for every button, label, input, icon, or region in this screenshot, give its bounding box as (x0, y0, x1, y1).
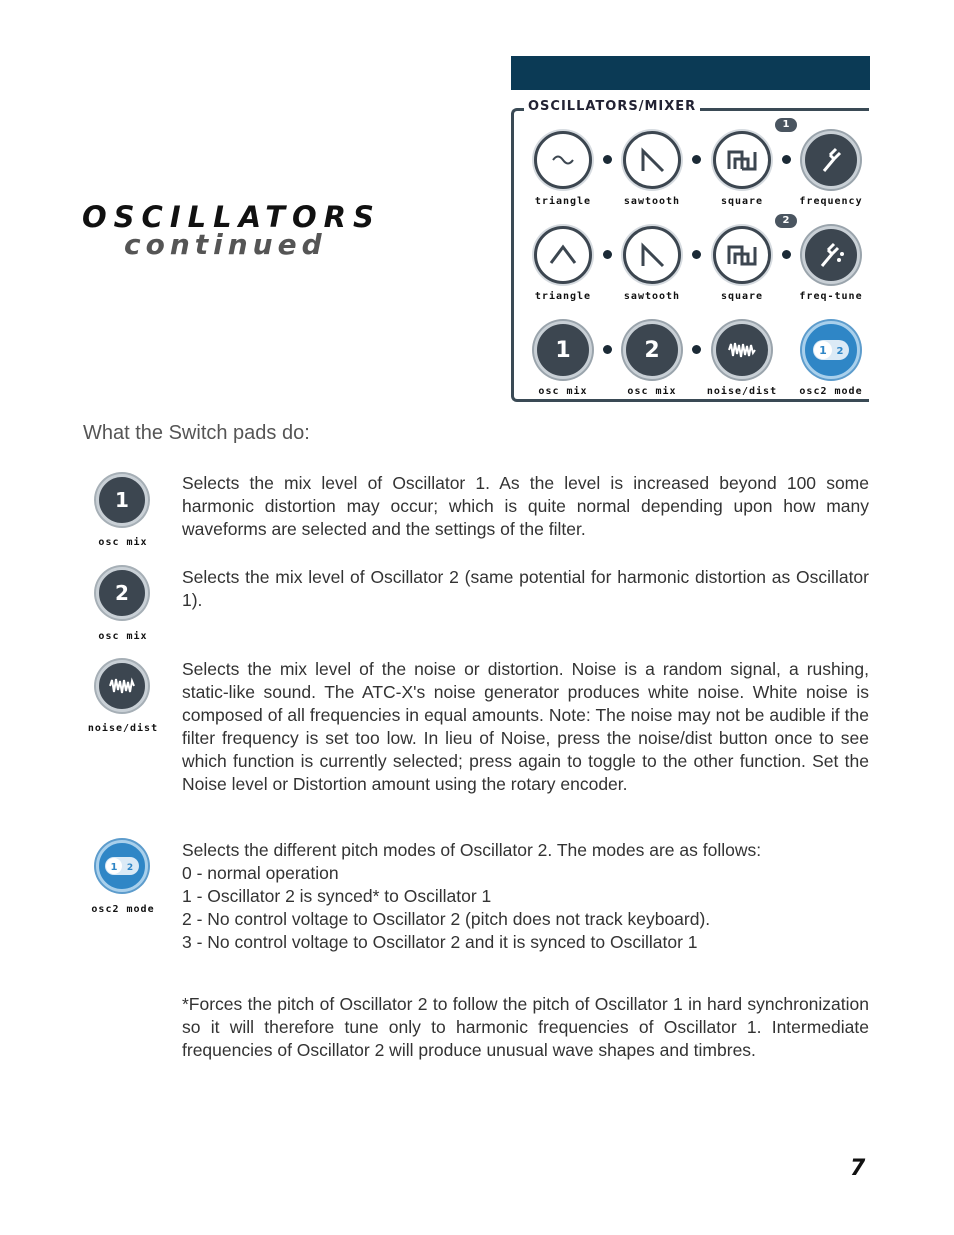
square-knob[interactable] (713, 131, 771, 189)
osc2-badge: 2 (775, 214, 797, 228)
pad-glyph: 2 (115, 581, 129, 605)
panel-header-bar (511, 56, 870, 90)
freq-tune-knob[interactable] (802, 226, 860, 284)
led-dot (692, 345, 701, 354)
footnote: *Forces the pitch of Oscillator 2 to follow the pitch of Oscillator 1 in hard synchronization so it will therefore tune only to harmonic frequencies of Oscillator 1. Intermediate frequencies of Oscillator 2 will produce unusual wave shapes and timbres. (182, 994, 869, 1060)
panel-heading: OSCILLATORS/MIXER (524, 99, 700, 114)
mode-icon (104, 856, 140, 876)
svg-text:2: 2 (126, 863, 134, 873)
led-dot (692, 250, 701, 259)
led-dot (692, 155, 701, 164)
row2-label: sawtooth (623, 291, 681, 302)
square-wave-icon (726, 242, 758, 268)
osc2-mode-pad[interactable] (802, 321, 860, 379)
osc1-badge: 1 (775, 118, 797, 132)
led-dot (782, 250, 791, 259)
led-dot (782, 155, 791, 164)
row1-label: sawtooth (623, 196, 681, 207)
pad-number: 1 (555, 337, 571, 363)
sawtooth-wave-icon (637, 145, 667, 175)
row2-label: triangle (534, 291, 592, 302)
svg-text:1: 1 (819, 344, 827, 357)
triangle-knob-2[interactable] (534, 226, 592, 284)
mode-item: 1 - Oscillator 2 is synced* to Oscillator 1 (182, 886, 492, 906)
sawtooth-wave-icon (637, 240, 667, 270)
row2-label: freq-tune (799, 291, 863, 302)
noise-dist-pad[interactable] (713, 321, 771, 379)
row3-label: osc mix (538, 386, 588, 397)
pad-description: Selects the mix level of Oscillator 1. As the level is increased beyond 100 some harmonic distortion may occur; which is quite normal depending upon how many waveforms are selected and the settings of the filter. (182, 473, 869, 539)
osc2-mix-pad[interactable] (623, 321, 681, 379)
noise-icon (108, 677, 136, 695)
pad-description: Selects the different pitch modes of Oscillator 2. The modes are as follows: 0 - normal operation 1 - Oscillator 2 is synced* to Oscillator 1 2 - No control voltage to Oscillator 2 (pitch does not track keyboard). 3 - No control voltage to Oscillator 2 and it is synced to Oscillator 1 (182, 839, 869, 954)
square-knob-2[interactable] (713, 226, 771, 284)
mode-icon (812, 339, 850, 361)
row3-label: noise/dist (706, 386, 778, 397)
pad-description: Selects the mix level of the noise or distortion. Noise is a random signal, a rushing, static-like sound. The ATC-X's noise generator produces white noise. White noise is composed of all frequencies in equal amounts. Note: The noise may not be audible if the filter frequency is set too low. In lieu of Noise, press the noise/dist button once to see which function is currently selected; press again to toggle to the other function. Set the Noise level or Distortion amount using the rotary encoder. (182, 659, 869, 794)
row1-label: square (720, 196, 764, 207)
sawtooth-knob-2[interactable] (623, 226, 681, 284)
triangle-wave-icon (548, 243, 578, 267)
square-wave-icon (726, 147, 758, 173)
pad-number: 2 (644, 337, 660, 363)
row1-label: frequency (799, 196, 863, 207)
sawtooth-knob[interactable] (623, 131, 681, 189)
row2-label: square (720, 291, 764, 302)
sine-wave-icon (551, 153, 575, 167)
led-dot (603, 345, 612, 354)
page-title: OSCILLATORS (82, 200, 381, 234)
page-subtitle: continued (124, 228, 327, 261)
pad-label: noise/dist (87, 723, 159, 734)
row1-label: triangle (534, 196, 592, 207)
pad-label: osc2 mode (91, 904, 155, 915)
led-dot (603, 155, 612, 164)
row3-label: osc mix (627, 386, 677, 397)
osc2-mix-pad-icon (96, 567, 148, 619)
frequency-knob[interactable] (802, 131, 860, 189)
led-dot (603, 250, 612, 259)
page-number: 7 (850, 1156, 866, 1181)
pad-label: osc mix (98, 631, 148, 642)
noise-icon (727, 340, 757, 360)
osc1-mix-pad[interactable] (534, 321, 592, 379)
section-heading: What the Switch pads do: (83, 422, 310, 444)
svg-text:2: 2 (836, 346, 844, 357)
pad-label: osc mix (98, 537, 148, 548)
svg-text:1: 1 (110, 862, 118, 873)
fine-tune-icon (816, 240, 846, 270)
osc1-mix-pad-icon (96, 474, 148, 526)
pad-description: Selects the mix level of Oscillator 2 (same potential for harmonic distortion as Oscillator 1). (182, 567, 869, 610)
mode-item: 3 - No control voltage to Oscillator 2 and it is synced to Oscillator 1 (182, 932, 698, 952)
mode-item: 0 - normal operation (182, 863, 339, 883)
row3-label: osc2 mode (799, 386, 863, 397)
osc2-mode-pad-icon (96, 840, 148, 892)
noise-dist-pad-icon (96, 660, 148, 712)
triangle-knob[interactable] (534, 131, 592, 189)
pad-glyph: 1 (115, 488, 129, 512)
tuning-fork-icon (816, 145, 846, 175)
mode-item: 2 - No control voltage to Oscillator 2 (pitch does not track keyboard). (182, 909, 711, 929)
